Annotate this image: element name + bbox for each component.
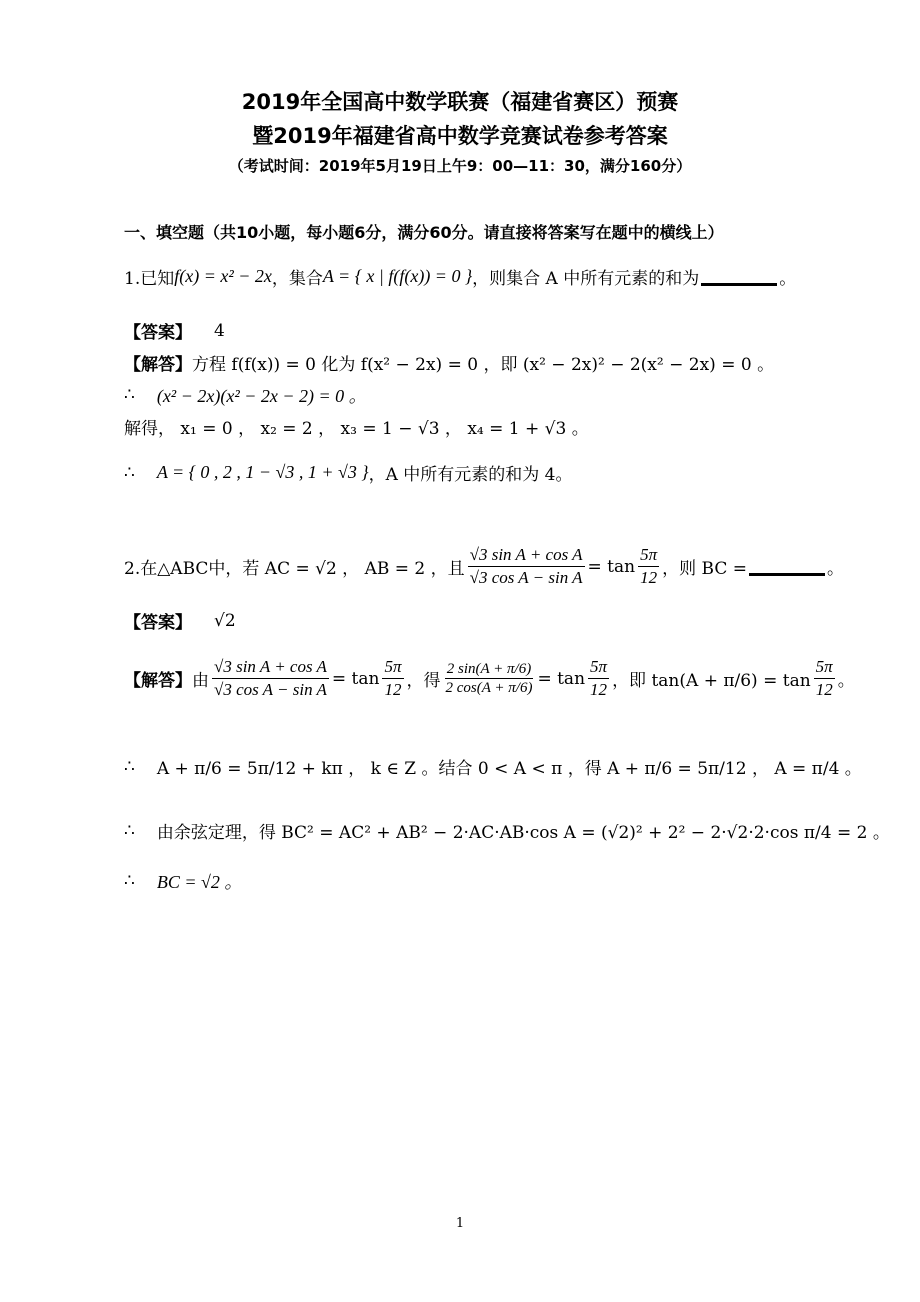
therefore-mark: ∴ [124, 756, 135, 777]
q1-sol-set-expr: A = { 0 , 2 , 1 − √3 , 1 + √3 } [156, 462, 369, 482]
q2-eq-tan: = tan [587, 556, 636, 577]
q2-s4-text: BC = √2 。 [156, 872, 243, 892]
q1-solution-line-4 [124, 460, 573, 485]
exam-info: （考试时间：2019年5月19日上午9：00—11：30，满分160分） [228, 157, 692, 175]
therefore-mark: ∴ [124, 871, 135, 891]
q1-end: 。 [779, 269, 797, 289]
q2-s1-frac2-den: 2 cos(A + π/6) [445, 680, 533, 696]
title-line-1: 2019年全国高中数学联赛（福建省赛区）预赛 [241, 90, 679, 114]
q2-s1-frac2-num: 2 sin(A + π/6) [446, 661, 532, 677]
q1-sol-text-2: (x² − 2x)(x² − 2x − 2) = 0 。 [156, 386, 367, 406]
q2-s1-tan-fraction [382, 656, 403, 701]
section-heading: 一、填空题（共10小题，每小题6分，满分60分。请直接将答案写在题中的横线上） [124, 223, 724, 242]
q2-solution-line-2 [124, 754, 862, 779]
q2-s1-tan-num: 5π [382, 656, 403, 679]
q2-end: 。 [827, 559, 845, 579]
q2-s1-tan2-den: 12 [590, 680, 608, 699]
therefore-mark: ∴ [124, 385, 135, 405]
q1-answer-blank [701, 267, 777, 286]
q2-s1-fraction-2 [444, 660, 535, 697]
q1-solution-line-1 [124, 350, 774, 375]
q1-answer-label: 【答案】 [124, 323, 192, 343]
q1-solution-line-2 [124, 382, 367, 408]
q1-solution-line-3 [124, 414, 589, 439]
q2-answer-value: √2 [214, 610, 236, 631]
q2-s3-text: 由余弦定理，得 BC² = AC² + AB² − 2·AC·AB·cos A = (√2)² + 2² − 2·√2·2·cos π/4 = 2 。 [156, 823, 890, 843]
q2-s1-you: 由 [192, 671, 209, 691]
q2-tan-numerator: 5π [638, 544, 659, 567]
q2-prefix: 2.在△ABC中，若 AC = √2 ， AB = 2 ，且 [124, 559, 465, 579]
q2-answer [124, 608, 236, 633]
q1-suffix: ，则集合 A 中所有元素的和为 [472, 269, 700, 289]
q2-s1-tan-fraction-2 [588, 656, 609, 701]
q2-s1-tan-fraction-3 [814, 656, 835, 701]
therefore-mark: ∴ [124, 820, 135, 841]
q2-solution-label: 【解答】 [124, 671, 192, 691]
q2-s1-tan3-den: 12 [815, 680, 833, 699]
q2-solution-line-4 [124, 868, 242, 894]
q2-s1-de: ，得 [406, 671, 441, 691]
q1-prefix: 1.已知 [124, 269, 175, 289]
q2-s2-text: A + π/6 = 5π/12 + kπ ， k ∈ Z 。结合 0 < A < π ，得 A + π/6 = 5π/12 ， A = π/4 。 [156, 759, 862, 779]
question-2 [124, 544, 844, 589]
q2-answer-label: 【答案】 [124, 613, 192, 633]
therefore-mark: ∴ [124, 462, 135, 483]
q2-suffix: ，则 BC = [662, 559, 748, 579]
q1-answer [124, 318, 225, 343]
q1-solution-label: 【解答】 [124, 355, 192, 375]
q1-sol-text-3: 解得， x₁ = 0 ， x₂ = 2 ， x₃ = 1 − √3 ， x₄ = 1 + √3 。 [124, 419, 589, 439]
q2-s1-fraction-1 [212, 656, 329, 701]
q2-s1-ji: ，即 tan(A + π/6) = tan [612, 671, 811, 691]
q2-answer-blank [749, 557, 825, 576]
q2-s1-frac1-den: √3 cos A − sin A [214, 680, 327, 699]
q2-frac-denominator: √3 cos A − sin A [469, 568, 583, 587]
q2-s1-tan2-num: 5π [588, 656, 609, 679]
q2-s1-eq-tan: = tan [331, 668, 380, 689]
q2-s1-frac1-num: √3 sin A + cos A [212, 656, 329, 679]
q2-tan-fraction [638, 544, 659, 589]
q2-s1-tan3-num: 5π [814, 656, 835, 679]
q1-sol-text-1: 方程 f(f(x)) = 0 化为 f(x² − 2x) = 0 ，即 (x² − 2x)² − 2(x² − 2x) = 0 。 [192, 355, 775, 375]
q2-frac-numerator: √3 sin A + cos A [468, 544, 585, 567]
q2-s1-eq-tan-2: = tan [537, 668, 586, 689]
q1-expr-set: A = { x | f(f(x)) = 0 } [322, 266, 473, 286]
q1-mid: ，集合 [271, 269, 323, 289]
q1-expr-f: f(x) = x² − 2x [174, 266, 272, 286]
q1-sol-text-4: ，A 中所有元素的和为 4。 [368, 465, 573, 485]
page-number: 1 [455, 1216, 465, 1231]
title-line-2: 暨2019年福建省高中数学竞赛试卷参考答案 [252, 124, 668, 148]
q1-answer-value: 4 [214, 320, 225, 341]
question-1 [124, 264, 796, 289]
q2-s1-tan-den: 12 [384, 680, 402, 699]
q2-fraction [468, 544, 585, 589]
q2-solution-line-1 [124, 656, 855, 701]
q2-tan-denominator: 12 [640, 568, 658, 587]
q2-s1-end: 。 [837, 671, 855, 691]
q2-solution-line-3 [124, 818, 890, 843]
